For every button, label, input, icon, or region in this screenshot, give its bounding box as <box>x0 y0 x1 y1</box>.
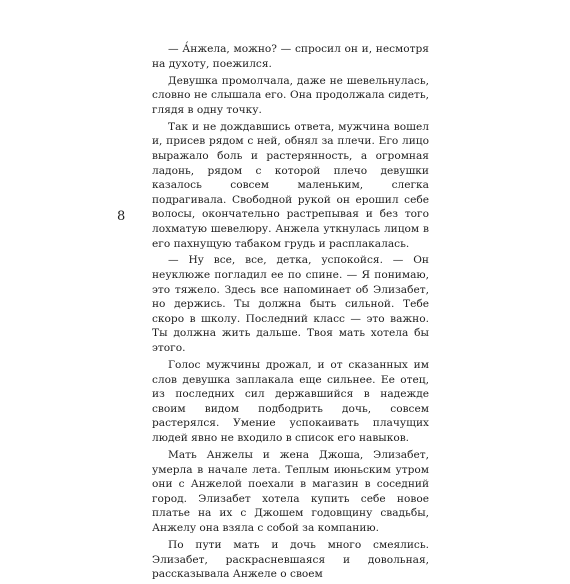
paragraph: — А́нжела, можно? — спросил он и, несмотря на духоту, поежился. <box>152 43 429 70</box>
paragraph: — Ну все, все, детка, успокойся. — Он неуклюже погладил ее по спине. — Я понимаю, это тяжело. Здесь все напоминает об Элизабет, но держись. Ты должна быть сильной. Тебе скоро в школу. Последний класс — это важно. Ты должна жить дальше. Твоя мать хотела бы этого. <box>152 254 429 355</box>
body-text <box>152 42 429 584</box>
paragraph: Так и не дождавшись ответа, мужчина вошел и, присев рядом с ней, обнял за плечи. Его лицо выражало боль и растерянность, а огромная ладонь, рядом с которой плечо девушки казалось совсем маленьким, слегка подрагивала. Свободной рукой он ерошил себе волосы, окончательно растрепывая и без того лохматую шевелюру. Анжела уткнулась лицом в его пахнущую табаком грудь и расплакалась. <box>152 120 429 250</box>
page-number: 8 <box>117 209 126 224</box>
paragraph: По пути мать и дочь много смеялись. Элизабет, раскрасневшаяся и довольная, рассказывала Анжеле о своем <box>152 538 429 581</box>
paragraph: Девушка промолчала, даже не шевельнулась, словно не слышала его. Она продолжала сидеть, глядя в одну точку. <box>152 74 429 116</box>
paragraph: Мать Анжелы и жена Джоша, Элизабет, умерла в начале лета. Теплым июньским утром они с Анжелой поехали в магазин в соседний город. Элизабет хотела купить себе новое платье на их с Джошем годовщину свадьбы, Анжелу она взяла с собой за компанию. <box>152 448 429 534</box>
paragraph: Голос мужчины дрожал, и от сказанных им слов девушка заплакала еще сильнее. Ее отец, из последних сил державшийся в надежде своим видом подбодрить дочь, совсем растерялся. Умение успокаивать плачущих людей явно не входило в список его навыков. <box>152 359 429 444</box>
